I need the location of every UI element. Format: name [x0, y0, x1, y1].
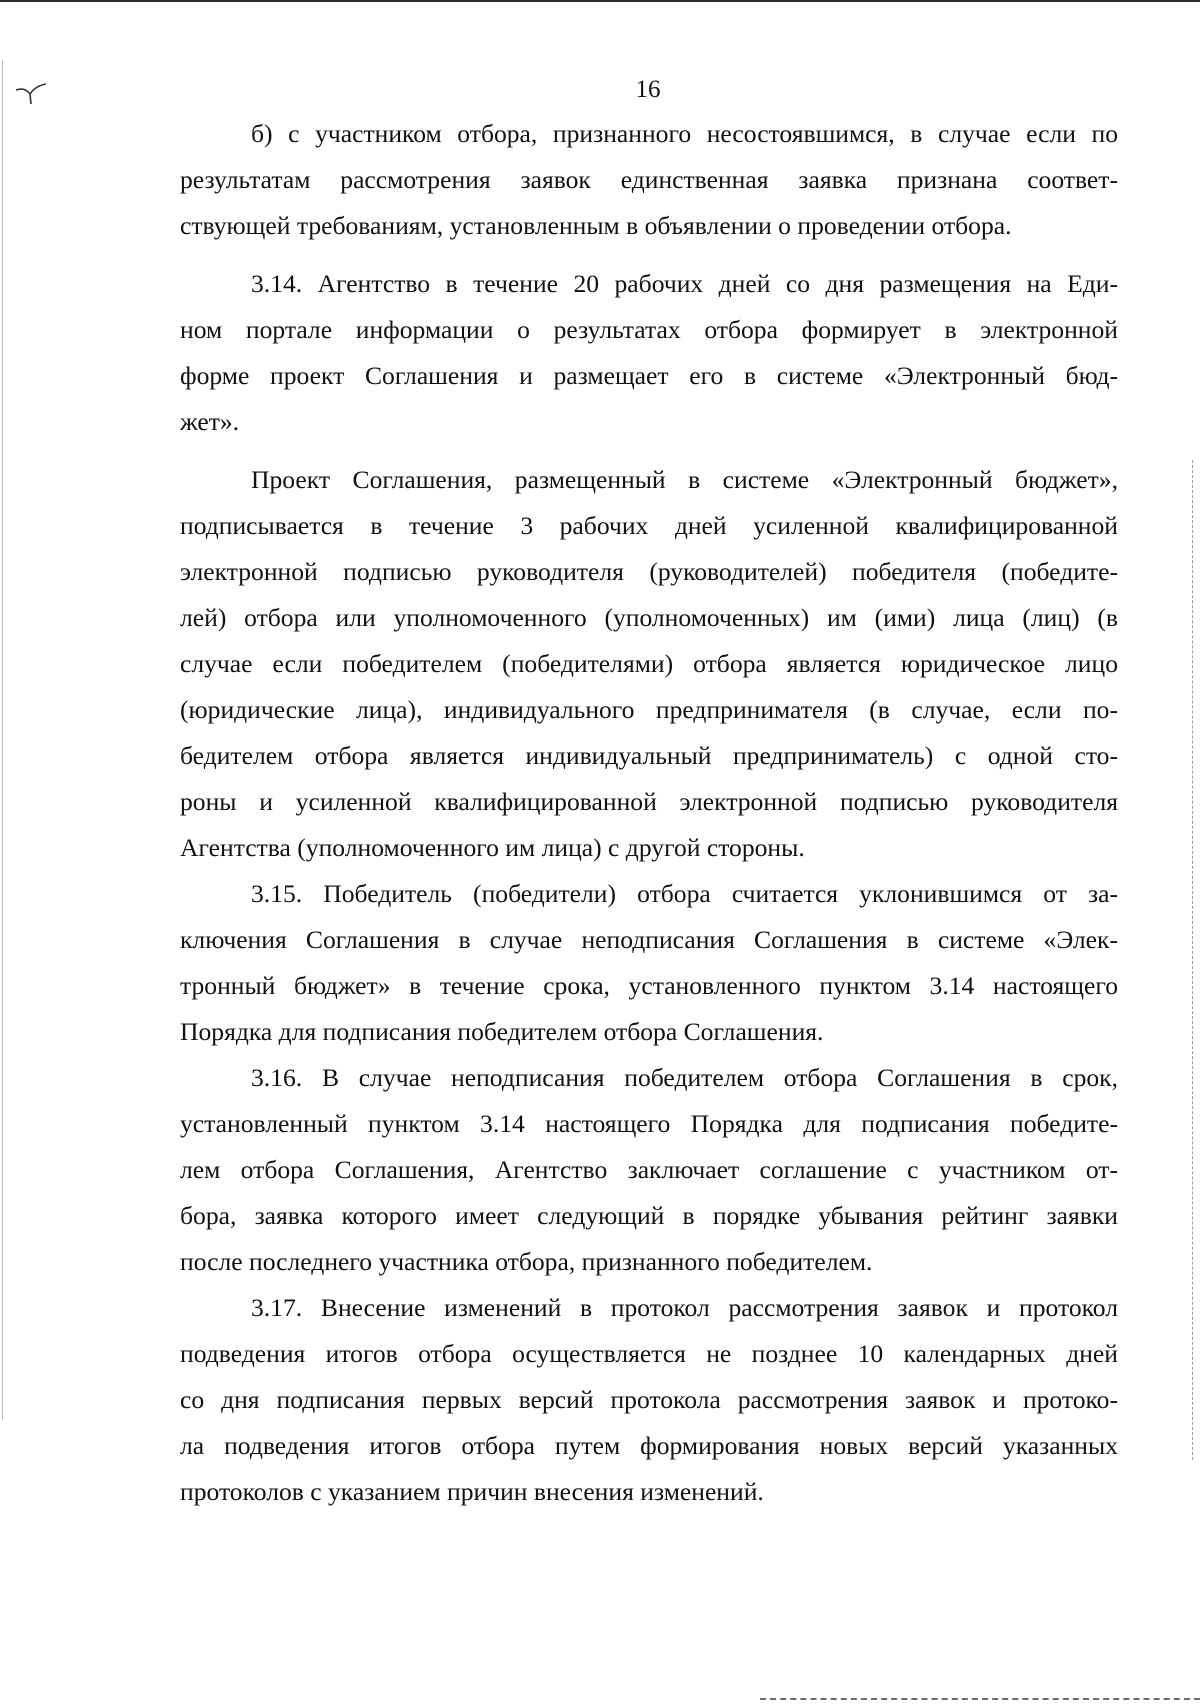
text-line: ключения Соглашения в случае неподписания Соглашения в системе «Элек- [180, 925, 1118, 954]
text-line: Проект Соглашения, размещенный в системе «Электронный бюджет», [251, 465, 1118, 494]
text-line: результатам рассмотрения заявок единственная заявка признана соответ- [180, 165, 1118, 194]
text-line: лей) отбора или уполномоченного (уполномоченных) им (ими) лица (лиц) (в [180, 603, 1118, 632]
text-line: электронной подписью руководителя (руководителей) победителя (победите- [180, 557, 1118, 586]
text-line: установленный пунктом 3.14 настоящего Порядка для подписания победите- [180, 1109, 1118, 1138]
text-line: со дня подписания первых версий протокола рассмотрения заявок и протоко- [180, 1385, 1118, 1414]
text-line: Порядка для подписания победителем отбора Соглашения. [180, 1017, 824, 1046]
text-line: ном портале информации о результатах отбора формирует в электронной [180, 315, 1118, 344]
text-line: роны и усиленной квалифицированной электронной подписью руководителя [180, 787, 1118, 816]
text-line: ствующей требованиям, установленным в объявлении о проведении отбора. [180, 211, 1012, 240]
text-line: ла подведения итогов отбора путем формирования новых версий указанных [180, 1431, 1118, 1460]
text-line: лем отбора Соглашения, Агентство заключает соглашение с участником от- [180, 1155, 1118, 1184]
paragraph [180, 111, 1118, 249]
scan-edge-top [0, 0, 1200, 2]
paragraph-3-14 [180, 261, 1118, 445]
text-line: после последнего участника отбора, признанного победителем. [180, 1247, 873, 1276]
text-line: Агентства (уполномоченного им лица) с другой стороны. [180, 833, 805, 862]
text-line: жет». [180, 407, 240, 436]
scan-edge-left [2, 60, 3, 1420]
scan-edge-right [1192, 460, 1193, 1460]
text-line: форме проект Соглашения и размещает его в системе «Электронный бюд- [180, 361, 1118, 390]
paragraph-3-15 [180, 871, 1118, 1055]
text-line: 3.17. Внесение изменений в протокол рассмотрения заявок и протокол [251, 1293, 1118, 1322]
text-line: подписывается в течение 3 рабочих дней усиленной квалифицированной [180, 511, 1118, 540]
text-line: бора, заявка которого имеет следующий в порядке убывания рейтинг заявки [180, 1201, 1118, 1230]
text-line: (юридические лица), индивидуального предпринимателя (в случае, если по- [180, 695, 1118, 724]
scan-edge-bottom [760, 1698, 1200, 1700]
text-line: 3.14. Агентство в течение 20 рабочих дней со дня размещения на Еди- [251, 269, 1118, 298]
text-line: 3.16. В случае неподписания победителем отбора Соглашения в срок, [251, 1063, 1118, 1092]
text-line: подведения итогов отбора осуществляется не позднее 10 календарных дней [180, 1339, 1118, 1368]
text-line: бедителем отбора является индивидуальный предприниматель) с одной сто- [180, 741, 1118, 770]
paragraph [180, 457, 1118, 871]
paragraph-3-17 [180, 1285, 1118, 1515]
page-number: 16 [635, 76, 661, 103]
document-body [180, 111, 1118, 1515]
paragraph-3-16 [180, 1055, 1118, 1285]
text-line: случае если победителем (победителями) отбора является юридическое лицо [180, 649, 1118, 678]
text-line: тронный бюджет» в течение срока, установленного пунктом 3.14 настоящего [180, 971, 1118, 1000]
text-line: протоколов с указанием причин внесения изменений. [180, 1477, 764, 1506]
text-line: 3.15. Победитель (победители) отбора считается уклонившимся от за- [251, 879, 1118, 908]
text-line: б) с участником отбора, признанного несостоявшимся, в случае если по [251, 119, 1118, 148]
